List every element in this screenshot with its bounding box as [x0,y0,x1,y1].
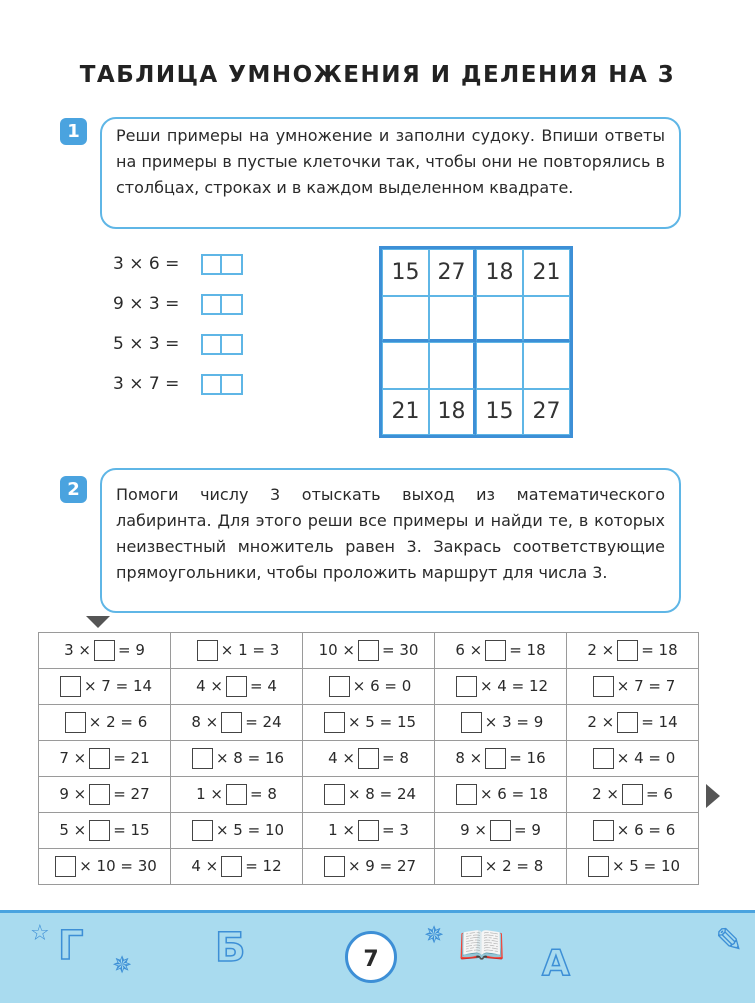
sudoku-cell: 27 [429,249,476,296]
equation-left: 2 × [587,641,615,659]
maze-cell[interactable] [303,741,435,777]
equation-left: 6 × [455,641,483,659]
sudoku-cell[interactable] [476,342,523,389]
example-text: 5 × 3 = [113,334,180,354]
equation-right: × 6 = 18 [479,785,549,803]
maze-row [39,849,699,885]
unknown-factor-box[interactable] [593,748,614,769]
sudoku-cell: 21 [523,249,570,296]
maze-cell[interactable] [435,705,567,741]
equation-right: = 30 [382,641,419,659]
maze-cell[interactable] [171,813,303,849]
unknown-factor-box[interactable] [55,856,76,877]
equation-left: 1 × [196,785,223,803]
equation-right: × 7 = 14 [83,677,153,695]
equation-right: = 9 [118,641,145,659]
unknown-factor-box[interactable] [456,676,477,697]
unknown-factor-box[interactable] [192,748,213,769]
equation-right: × 10 = 30 [79,857,157,875]
maze-cell[interactable] [171,741,303,777]
example-row [113,251,243,277]
sudoku-cell[interactable] [476,296,523,343]
equation-left: 2 × [587,713,615,731]
example-row [113,291,243,317]
maze-cell[interactable] [435,669,567,705]
maze-row [39,669,699,705]
maze-cell[interactable] [171,669,303,705]
example-text: 9 × 3 = [113,294,180,314]
answer-box[interactable] [222,294,243,315]
unknown-factor-box[interactable] [461,856,482,877]
equation-right: = 3 [382,821,409,839]
equation-right: × 8 = 16 [215,749,285,767]
equation-right: × 2 = 6 [88,713,148,731]
unknown-factor-box[interactable] [593,820,614,841]
maze-cell[interactable] [303,813,435,849]
answer-box[interactable] [201,334,222,355]
task-2-instructions: Помоги числу 3 отыскать выход из математического лабиринта. Для этого реши все примеры и найди те, в которых неизвестный множитель равен 3. Закрась соответствующие прямоугольники, чтобы проложить маршрут для числа 3. [100,468,681,613]
equation-right: × 1 = 3 [220,641,280,659]
maze-cell[interactable] [435,633,567,669]
unknown-factor-box[interactable] [329,676,350,697]
page-number: 7 [345,931,397,983]
answer-box[interactable] [222,334,243,355]
equation-right: × 9 = 27 [347,857,417,875]
maze-cell[interactable] [39,849,171,885]
equation-right: = 21 [113,749,150,767]
equation-left: 2 × [592,785,619,803]
equation-right: = 27 [113,785,150,803]
maze-row [39,633,699,669]
equation-right: = 18 [641,641,678,659]
equation-right: × 4 = 12 [479,677,549,695]
equation-right: × 2 = 8 [484,857,544,875]
unknown-factor-box[interactable] [622,784,643,805]
unknown-factor-box[interactable] [221,856,242,877]
maze-table [38,632,699,885]
maze-cell[interactable] [303,849,435,885]
equation-right: × 8 = 24 [347,785,417,803]
unknown-factor-box[interactable] [94,640,115,661]
letter-decoration: А [542,943,570,984]
equation-left: 7 × [59,749,87,767]
task-1-instructions: Реши примеры на умножение и заполни судоку. Впиши ответы на примеры в пустые клеточки так, чтобы они не повторялись в столбцах, строках и в каждом выделенном квадрате. [100,117,681,229]
equation-left: 5 × [59,821,87,839]
maze-row [39,705,699,741]
equation-right: × 5 = 10 [215,821,285,839]
answer-box[interactable] [222,254,243,275]
snowflake-icon: ✵ [112,951,133,979]
maze-cell[interactable] [567,813,699,849]
sudoku-cell: 27 [523,389,570,436]
unknown-factor-box[interactable] [221,712,242,733]
equation-left: 10 × [318,641,355,659]
maze-row [39,813,699,849]
equation-left: 9 × [460,821,487,839]
equation-left: 8 × [455,749,483,767]
sudoku-cell[interactable] [429,296,476,343]
unknown-factor-box[interactable] [89,748,110,769]
maze-cell[interactable] [435,849,567,885]
equation-right: × 5 = 10 [611,857,681,875]
unknown-factor-box[interactable] [617,712,638,733]
task-1-badge: 1 [60,118,87,145]
unknown-factor-box[interactable] [324,784,345,805]
unknown-factor-box[interactable] [456,784,477,805]
equation-right: × 3 = 9 [484,713,544,731]
unknown-factor-box[interactable] [490,820,511,841]
book-icon: 📖 [458,923,506,967]
maze-cell[interactable] [39,777,171,813]
maze-cell[interactable] [171,705,303,741]
unknown-factor-box[interactable] [358,820,379,841]
unknown-factor-box[interactable] [358,640,379,661]
maze-cell[interactable] [435,813,567,849]
sudoku-cell: 21 [382,389,429,436]
unknown-factor-box[interactable] [192,820,213,841]
unknown-factor-box[interactable] [324,712,345,733]
equation-right: = 6 [646,785,673,803]
unknown-factor-box[interactable] [89,820,110,841]
task-2-badge: 2 [60,476,87,503]
maze-exit-arrow-icon [706,784,720,808]
star-icon: ☆ [30,921,50,946]
maze-cell[interactable] [171,849,303,885]
example-row [113,331,243,357]
maze-cell[interactable] [567,777,699,813]
equation-right: = 8 [382,749,409,767]
equation-right: = 4 [250,677,277,695]
equation-left: 8 × [191,713,219,731]
page-title: ТАБЛИЦА УМНОЖЕНИЯ И ДЕЛЕНИЯ НА 3 [79,62,676,88]
sudoku-cell: 18 [476,249,523,296]
sudoku-cell: 18 [429,389,476,436]
sudoku-cell: 15 [382,249,429,296]
unknown-factor-box[interactable] [65,712,86,733]
maze-cell[interactable] [303,633,435,669]
unknown-factor-box[interactable] [358,748,379,769]
sudoku-cell[interactable] [523,296,570,343]
maze-row [39,741,699,777]
sudoku-cell[interactable] [429,342,476,389]
example-row [113,371,243,397]
pencil-icon: ✎ [715,921,744,961]
equation-right: × 6 = 0 [352,677,412,695]
equation-right: × 6 = 6 [616,821,676,839]
equation-right: = 16 [509,749,546,767]
sudoku-cell[interactable] [382,296,429,343]
unknown-factor-box[interactable] [593,676,614,697]
equation-left: 1 × [328,821,355,839]
letter-decoration: Г [58,923,84,969]
equation-right: = 9 [514,821,541,839]
unknown-factor-box[interactable] [197,640,218,661]
maze-cell[interactable] [39,813,171,849]
unknown-factor-box[interactable] [226,784,247,805]
maze-cell[interactable] [303,777,435,813]
unknown-factor-box[interactable] [485,640,506,661]
example-text: 3 × 6 = [113,254,180,274]
maze-cell[interactable] [171,633,303,669]
equation-right: × 4 = 0 [616,749,676,767]
equation-right: = 24 [245,713,282,731]
maze-entry-arrow-icon [86,616,110,628]
maze-row [39,777,699,813]
equation-right: = 12 [245,857,282,875]
maze-cell[interactable] [171,777,303,813]
unknown-factor-box[interactable] [226,676,247,697]
answer-box[interactable] [222,374,243,395]
unknown-factor-box[interactable] [89,784,110,805]
equation-right: × 5 = 15 [347,713,417,731]
equation-left: 4 × [328,749,355,767]
maze-cell[interactable] [567,849,699,885]
maze-cell[interactable] [435,741,567,777]
maze-cell[interactable] [39,705,171,741]
answer-box[interactable] [201,294,222,315]
answer-box[interactable] [201,254,222,275]
equation-right: × 7 = 7 [616,677,676,695]
equation-left: 4 × [196,677,223,695]
maze-cell[interactable] [567,669,699,705]
answer-box[interactable] [201,374,222,395]
unknown-factor-box[interactable] [324,856,345,877]
equation-right: = 8 [250,785,277,803]
sudoku-cell[interactable] [523,342,570,389]
maze-cell[interactable] [39,741,171,777]
letter-decoration: Б [215,925,246,971]
equation-left: 9 × [59,785,87,803]
maze-cell[interactable] [303,705,435,741]
equation-right: = 14 [641,713,678,731]
equation-right: = 18 [509,641,546,659]
unknown-factor-box[interactable] [461,712,482,733]
maze-cell[interactable] [567,633,699,669]
equation-left: 3 × [64,641,91,659]
snowflake-icon: ✵ [424,921,445,949]
unknown-factor-box[interactable] [485,748,506,769]
example-text: 3 × 7 = [113,374,180,394]
unknown-factor-box[interactable] [588,856,609,877]
maze-cell[interactable] [39,669,171,705]
maze-cell[interactable] [567,705,699,741]
maze-cell[interactable] [39,633,171,669]
maze-cell[interactable] [303,669,435,705]
equation-right: = 15 [113,821,150,839]
unknown-factor-box[interactable] [617,640,638,661]
maze-cell[interactable] [567,741,699,777]
sudoku-cell: 15 [476,389,523,436]
sudoku-cell[interactable] [382,342,429,389]
maze-cell[interactable] [435,777,567,813]
unknown-factor-box[interactable] [60,676,81,697]
sudoku-grid [379,246,573,438]
equation-left: 4 × [191,857,219,875]
